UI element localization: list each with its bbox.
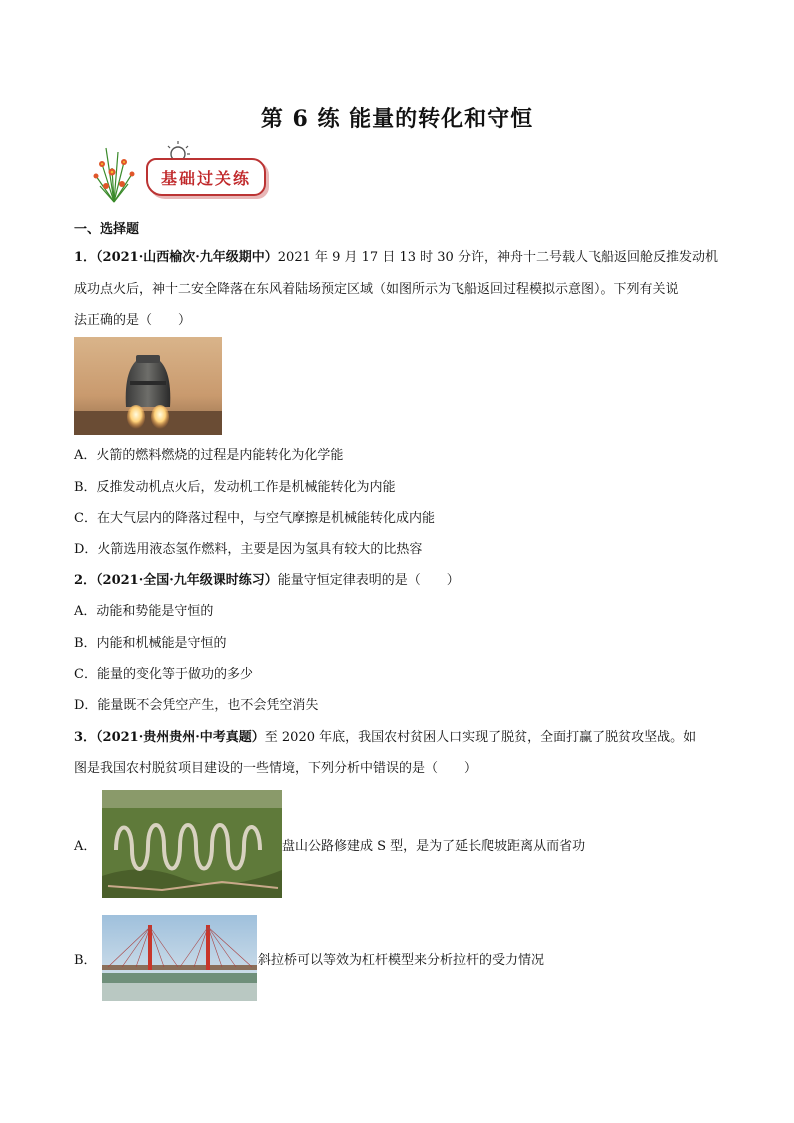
question-1-line-3: 法正确的是（ ） bbox=[74, 313, 192, 328]
question-source: （2021·山西榆次·九年级期中） bbox=[96, 250, 278, 265]
badge-label: 基础过关练 bbox=[146, 158, 266, 196]
bridge-image bbox=[102, 915, 257, 1001]
question-3-option-b-text: 斜拉桥可以等效为杠杆模型来分析拉杆的受力情况 bbox=[258, 953, 545, 968]
question-source: （2021·全国·九年级课时练习） bbox=[96, 573, 278, 588]
question-2-option-a: A．动能和势能是守恒的 bbox=[74, 604, 214, 619]
question-text: 能量守恒定律表明的是（ ） bbox=[277, 573, 460, 588]
question-number: 1． bbox=[74, 250, 97, 265]
mountain-road-image bbox=[102, 790, 282, 898]
section-badge bbox=[84, 138, 274, 204]
question-3-option-a-text: 盘山公路修建成 S 型，是为了延长爬坡距离从而省功 bbox=[282, 839, 586, 854]
question-1-line-1 bbox=[74, 250, 718, 266]
question-3-line-2: 图是我国农村脱贫项目建设的一些情境，下列分析中错误的是（ ） bbox=[74, 761, 478, 776]
flower-illustration bbox=[84, 138, 144, 204]
question-1-option-d: D．火箭选用液态氢作燃料，主要是因为氢具有较大的比热容 bbox=[74, 542, 423, 557]
question-1-option-c: C．在大气层内的降落过程中，与空气摩擦是机械能转化成内能 bbox=[74, 511, 435, 526]
question-1-option-a: A．火箭的燃料燃烧的过程是内能转化为化学能 bbox=[74, 448, 344, 463]
question-number: 3． bbox=[74, 730, 97, 745]
question-text: 至 2020 年底，我国农村贫困人口实现了脱贫，全面打赢了脱贫攻坚战。如 bbox=[264, 730, 697, 745]
question-2-option-c: C．能量的变化等于做功的多少 bbox=[74, 667, 253, 682]
page-title: 第 6 练 能量的转化和守恒 bbox=[260, 106, 534, 132]
question-2-stem bbox=[74, 573, 460, 589]
question-2-option-d: D．能量既不会凭空产生，也不会凭空消失 bbox=[74, 698, 319, 713]
question-1-line-2: 成功点火后，神十二安全降落在东风着陆场预定区域（如图所示为飞船返回过程模拟示意图）。下列有关说 bbox=[74, 282, 679, 297]
capsule-image bbox=[74, 337, 222, 435]
question-text: 2021 年 9 月 17 日 13 时 30 分许，神舟十二号载人飞船返回舱反推发动机 bbox=[277, 250, 718, 265]
question-source: （2021·贵州贵州·中考真题） bbox=[96, 730, 265, 745]
question-2-option-b: B．内能和机械能是守恒的 bbox=[74, 636, 227, 651]
question-number: 2． bbox=[74, 573, 97, 588]
section-heading: 一、选择题 bbox=[74, 222, 140, 237]
question-3-line-1 bbox=[74, 730, 696, 746]
question-3-option-b-letter: B． bbox=[74, 953, 97, 968]
question-1-option-b: B．反推发动机点火后，发动机工作是机械能转化为内能 bbox=[74, 480, 396, 495]
question-3-option-a-letter: A． bbox=[74, 839, 97, 854]
